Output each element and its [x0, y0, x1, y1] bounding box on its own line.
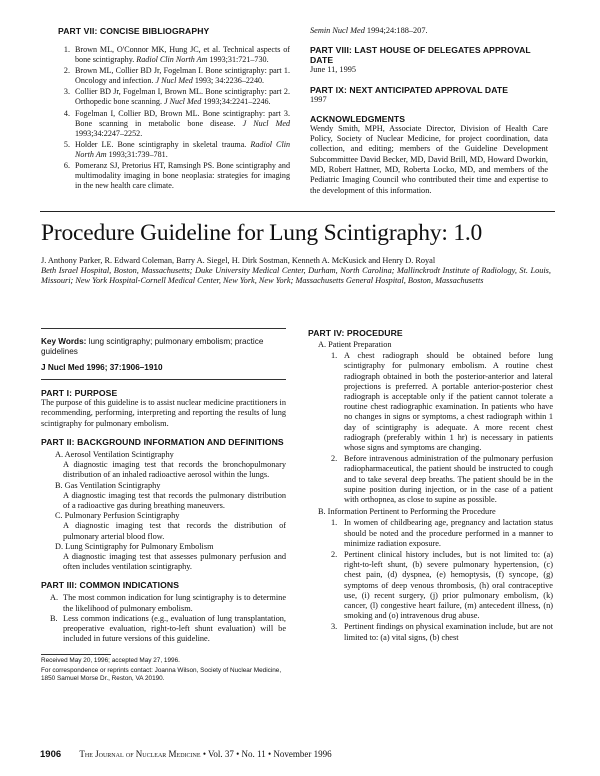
reference-volume: 1993;31:721–730. [209, 55, 269, 65]
indication-item [50, 613, 286, 645]
reference-volume: 1993;34:2241–2246. [203, 97, 271, 107]
definition-item [41, 450, 286, 481]
definition-item [41, 542, 286, 573]
title-divider [40, 211, 555, 212]
reference-text: Holder LE. Bone scintigraphy in skeletal trauma. [75, 139, 247, 149]
procedure-text: Before intravenous administration of the pulmonary perfusion radiopharmaceutical, the patient should be instructed to cough and to take several deep breaths. The patient should be in the supine position during injection, or in the case of a patient with orthopnea, as close to supine as possible. [344, 454, 553, 505]
bibliography-item-6-continued [310, 26, 548, 36]
part9-heading: PART IX: NEXT ANTICIPATED APPROVAL DATE [310, 84, 509, 95]
bibliography-heading: PART VII: CONCISE BIBLIOGRAPHY [58, 26, 210, 36]
procedure-item [331, 550, 553, 621]
reference-volume: 1994;24:188–207. [366, 26, 428, 35]
acknowledgments-text: Wendy Smith, MPH, Associate Director, Division of Health Care Policy, Society of Nuclear Medicine, for project coordination, data collection, and editing; members of the Guideline Development Subcommittee David Becker, MD, David Brill, MD, Howard Dworkin, MD, Robert Hattner, MD, Roberta Locko, MD, and members of the Pediatric Imaging Council who contributed their time and expertise to the development of this information. [310, 123, 548, 195]
procedure-text: Pertinent clinical history includes, but is not limited to: (a) right-to-left shunt, (b) severe pulmonary hypertension, (c) chest pain, (d) dyspnea, (e) hemoptysis, (f) syncope, (g) symptoms of deep venous thrombosis, (h) oral contraceptive use, (i) recent surgery, (j) prior pulmonary embolism, (k) cancer, (l) congestive heart failure, (m) antecedent illness, (n) smoking and (o) intravenous drug abuse. [344, 550, 553, 621]
pertinent-information-label: B. Information Pertinent to Performing the Procedure [318, 507, 496, 517]
part4-heading: PART IV: PROCEDURE [308, 328, 403, 338]
definition-term: D. Lung Scintigraphy for Pulmonary Embolism [55, 541, 214, 551]
keywords-line [41, 337, 286, 357]
list-marker: A. [50, 593, 59, 603]
reference-volume: 1993;34:2247–2252. [75, 128, 143, 138]
procedure-item [331, 351, 553, 453]
indication-text: Less common indications (e.g., evaluation of lung transplantation, preoperative evaluation, right-to-left shunt evaluation) will be included in future versions of this guideline. [63, 613, 286, 644]
bibliography-item [72, 66, 290, 86]
list-marker: 2. [331, 454, 338, 464]
footnote-rule [41, 654, 111, 655]
definition-text: A diagnostic imaging test that records the bronchopulmonary distribution of an inhaled radioactive aerosol within the lungs. [63, 460, 286, 480]
definition-term: A. Aerosol Ventilation Scintigraphy [55, 449, 174, 459]
reference-volume: 1993; 34:2236–2240. [194, 76, 265, 86]
page-footer [40, 749, 555, 760]
definition-item [41, 481, 286, 512]
bibliography-item [72, 140, 290, 160]
keywords-bottom-rule [41, 379, 286, 380]
indication-item [50, 593, 286, 613]
part3-heading: PART III: COMMON INDICATIONS [41, 580, 180, 591]
procedure-text: A chest radiograph should be obtained before lung scintigraphy for pulmonary embolism. A routine chest radiograph obtained in both the posterior-anterior and lateral projections is preferred. A portable anterior-posterior chest radiograph is acceptable only if the patient cannot tolerate a routine chest radiographic examination. In patients who have no changes in signs or symptoms, a chest radiograph within 1 day of scintigraphy is adequate. A more recent chest radiograph (preferably within 1 hr) is necessary in patients whose signs and symptoms are changing. [344, 351, 553, 453]
footnote-correspondence: For correspondence or reprints contact: Joanna Wilson, Society of Nuclear Medicine, 1850 Samuel Morse Dr., Reston, VA 20190. [41, 667, 282, 683]
reference-journal: Semin Nucl Med [310, 26, 365, 35]
part8-heading: PART VIII: LAST HOUSE OF DELEGATES APPROVAL DATE [310, 45, 531, 66]
reference-journal: Radiol Clin North Am [75, 139, 290, 159]
bibliography-item [72, 87, 290, 107]
procedure-item [331, 518, 553, 549]
definition-text: A diagnostic imaging test that records the distribution of pulmonary arterial blood flow. [63, 521, 286, 541]
part1-heading: PART I: PURPOSE [41, 388, 118, 398]
previous-article-right-column [310, 26, 548, 196]
procedure-item [331, 454, 553, 505]
procedure-item [331, 622, 553, 642]
reference-journal: J Nucl Med [164, 97, 202, 107]
list-marker: 3. [331, 622, 338, 632]
bibliography-item [72, 45, 290, 65]
procedure-text: Pertinent findings on physical examination include, but are not limited to: (a) vital signs, (b) chest [344, 622, 553, 642]
part8-text: June 11, 1995 [310, 65, 357, 75]
author-names: J. Anthony Parker, R. Edward Coleman, Barry A. Siegel, H. Dirk Sostman, Kenneth A. McKusick and Henry D. Royal [41, 256, 436, 265]
definition-term: B. Gas Ventilation Scintigraphy [55, 480, 161, 490]
bibliography-list [58, 45, 290, 191]
author-affiliations: Beth Israel Hospital, Boston, Massachusetts; Duke University Medical Center, Durham, North Carolina; Mallinckrodt Institute of Radiology, St. Louis, Missouri; New York Hospital-Cornell Medical Center, New York, New York; Massachusetts General Hospital, Boston, Massachusetts [41, 266, 551, 286]
reference-text: Collier BD Jr, Fogelman I, Brown ML. Bone scintigraphy: part 2. Orthopedic bone scanning. [75, 87, 290, 107]
footnote-received: Received May 20, 1996; accepted May 27, 1996. [41, 657, 180, 665]
right-column [308, 328, 553, 644]
procedure-text: In women of childbearing age, pregnancy and lactation status should be noted and the procedure performed in a manner to minimize radiation exposure. [344, 518, 553, 548]
journal-name: The Journal of Nuclear Medicine [79, 749, 201, 759]
article-citation: J Nucl Med 1996; 37:1906–1910 [41, 363, 163, 372]
article-title: Procedure Guideline for Lung Scintigraphy: 1.0 [41, 220, 483, 246]
keywords-label: Key Words: [41, 337, 87, 346]
author-block [41, 256, 551, 287]
issue-info: • Vol. 37 • No. 11 • November 1996 [202, 749, 332, 759]
keywords-text: lung scintigraphy; pulmonary embolism; practice guidelines [41, 337, 264, 356]
list-marker: 1. [331, 518, 338, 528]
reference-text: Brown ML, Collier BD Jr, Fogelman I. Bone scintigraphy: part 1. Oncology and infection. [75, 66, 290, 86]
previous-article-left-column [58, 26, 290, 192]
keywords-top-rule [41, 328, 286, 329]
reference-journal: J Nucl Med [242, 118, 291, 128]
part2-heading: PART II: BACKGROUND INFORMATION AND DEFINITIONS [41, 436, 284, 447]
definitions-list [41, 450, 286, 572]
reference-journal: Radiol Clin North Am [136, 55, 208, 65]
definition-text: A diagnostic imaging test that records the pulmonary distribution of a radioactive gas during breathing maneuvers. [63, 490, 286, 510]
list-marker: 1. [331, 351, 338, 361]
page-number: 1906 [40, 749, 62, 760]
reference-text: Pomeranz SJ, Pretorius HT, Ramsingh PS. Bone scintigraphy and multimodality imaging in bone neoplasia: strategies for imaging in the new health care climate. [75, 161, 290, 191]
pertinent-information-list [308, 518, 553, 642]
list-marker: B. [50, 613, 58, 623]
bibliography-item [72, 161, 290, 191]
reference-text: Brown ML, O'Connor MK, Hung JC, et al. Technical aspects of bone scintigraphy. [75, 45, 290, 65]
definition-item [41, 511, 286, 542]
acknowledgments-heading: ACKNOWLEDGMENTS [310, 113, 406, 124]
patient-preparation-label: A. Patient Preparation [318, 340, 392, 349]
reference-journal: J Nucl Med [155, 76, 193, 86]
part1-text: The purpose of this guideline is to assist nuclear medicine practitioners in recommending, performing, interpreting and reporting the results of lung scintigraphy for pulmonary embolism. [41, 398, 286, 428]
patient-preparation-list [308, 351, 553, 505]
left-column [41, 328, 286, 683]
definition-text: A diagnostic imaging test that assesses pulmonary perfusion and often includes ventilation scintigraphy. [63, 551, 286, 572]
indications-list [41, 593, 286, 644]
definition-term: C. Pulmonary Perfusion Scintigraphy [55, 511, 180, 521]
bibliography-item [72, 109, 290, 139]
indication-text: The most common indication for lung scintigraphy is to determine the likelihood of pulmonary embolism. [63, 593, 286, 613]
list-marker: 2. [331, 550, 338, 560]
reference-text: Fogelman I, Collier BD, Brown ML. Bone scintigraphy: part 3. Bone scanning in metabolic bone disease. [75, 108, 290, 128]
part9-text: 1997 [310, 94, 327, 104]
reference-volume: 1993;31:739–781. [108, 149, 168, 159]
